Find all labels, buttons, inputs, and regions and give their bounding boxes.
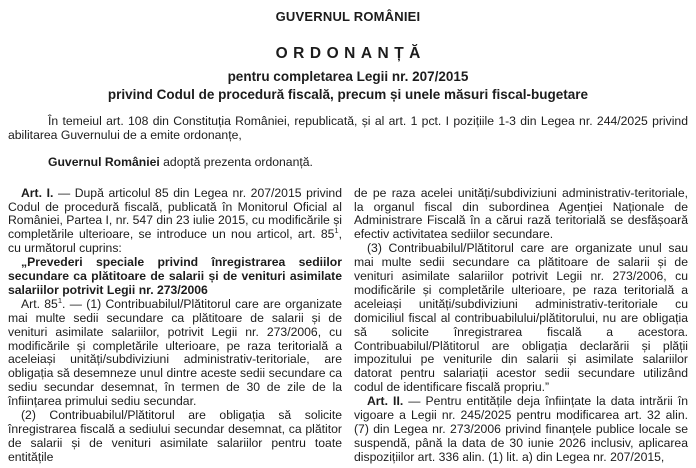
article-1-paragraph: Art. I. — După articolul 85 din Legea nr. 207/2015 privind Codul de procedură fiscală, publicată în Monitorul Oficial al României, Partea I, nr. 547 din 23 iulie 2015, cu modificările și completările ulterioare, se introduce un nou articol, art. $85^1$, cu următorul cuprins:: [8, 185, 342, 256]
left-column: [8, 187, 342, 465]
article-85-1-alin-2-paragraph: (2) Contribuabilul/Plătitorul are obligația să solicite înregistrarea fiscală a sediului secundar desemnat, ca plătitor de salarii și de venituri asimilate salariilor pentru toate entitățile: [8, 408, 342, 464]
document-type-title: ORDONANȚĂ: [275, 45, 426, 62]
adoption-paragraph: Guvernul României adoptă prezenta ordonanță.: [48, 155, 313, 170]
article-85-1-alin-3-paragraph: (3) Contribuabilul/Plătitorul care are organizate unul sau mai multe sedii secundare ca plătitoare de salarii și de venituri asimilate salariilor potrivit Legii nr. 273/2006, cu modificările și completările ulterioare, pe raza teritorială a aceleiași unități/subdiviziuni administrativ-teritoriale cu domiciliul fiscal al contribuabilului/plătitorului, nu are obligația să solicite înregistrarea fiscală a acestora. Contribuabilul/Plătitorul are obligația declarării și plății impozitului pe veniturile din salarii și asimilate salariilor datorat pentru salariații acestor sedii secundare utilizând codul de identificare fiscală propriu.”: [354, 241, 688, 395]
title-line-1: pentru completarea Legii nr. 207/2015: [227, 69, 469, 84]
two-column-body: [8, 187, 688, 465]
article-2-paragraph: Art. II. — Pentru entitățile deja înființate la data intrării în vigoare a Legii nr. 245/2025 pentru modificarea art. 32 alin. (7) din Legea nr. 273/2006 privind finanțele publice locale se suspendă, până la data de 30 iunie 2026 inclusiv, aplicarea dispozițiilor art. 336 alin. (1) lit. a) din Legea nr. 207/2015,: [354, 394, 688, 464]
inserted-article-heading: „Prevederi speciale privind înregistrarea sediilor secundare ca plătitoare de salarii și de venituri asimilate salariilor potrivit Legii nr. 273/2006: [8, 255, 342, 297]
right-column: [354, 187, 688, 465]
document-header: [0, 0, 696, 102]
issuing-authority: GUVERNUL ROMÂNIEI: [275, 9, 421, 24]
legal-basis-paragraph: În temeiul art. 108 din Constituția României, republicată, și al art. 1 pct. I pozițiile 1-3 din Legea nr. 244/2025 privind abilitarea Guvernului de a emite ordonanțe,: [8, 114, 688, 143]
alin-2-continuation-paragraph: de pe raza acelei unități/subdiviziuni administrativ-teritoriale, la organul fiscal din subordinea Agenției Naționale de Administrare Fiscală în a cărui rază teritorială se desfășoară efectiv activitatea sediilor secundare.: [354, 185, 688, 242]
article-85-1-alin-1-paragraph: Art. $85^1$. — (1) Contribuabilul/Plătitorul care are organizate mai multe sedii secundare ca plătitoare de salarii și de venituri asimilate salariilor, potrivit Legii nr. 273/2006, cu modificările și completările ulterioare, pe raza teritorială a aceleiași unități/subdiviziuni administrativ-teritoriale, are obligația să desemneze unul dintre aceste sedii secundare ca sediu secundar desemnat, în termen de 30 de zile de la înființarea primului sediu secundar.: [8, 295, 342, 409]
title-line-2: privind Codul de procedură fiscală, precum și unele măsuri fiscal-bugetare: [107, 87, 589, 102]
